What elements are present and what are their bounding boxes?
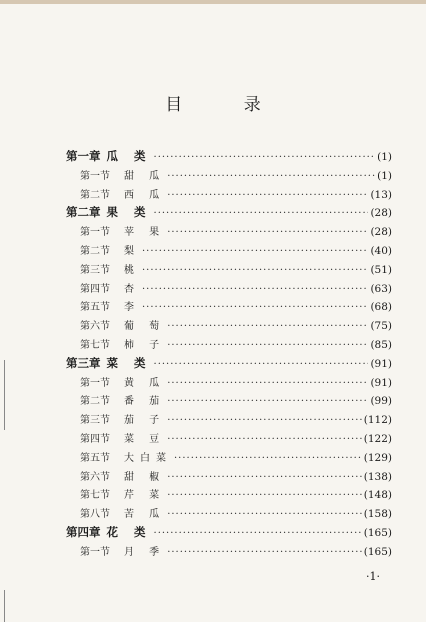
entry-number: 第一节 bbox=[80, 377, 110, 389]
entry-title: 茄 子 bbox=[124, 415, 166, 427]
entry-title: 番 茄 bbox=[124, 396, 166, 408]
page-top-edge bbox=[0, 0, 426, 4]
toc-section-entry[interactable] bbox=[66, 261, 392, 280]
entry-page: (28) bbox=[370, 207, 392, 220]
entry-number: 第四节 bbox=[80, 433, 110, 445]
dot-leader bbox=[142, 284, 368, 295]
entry-title: 月 季 bbox=[124, 546, 166, 558]
entry-page: (165) bbox=[363, 545, 392, 558]
dot-leader bbox=[142, 302, 368, 313]
toc-section-entry[interactable] bbox=[66, 505, 392, 524]
toc-chapter-entry[interactable] bbox=[66, 355, 392, 374]
toc-section-entry[interactable] bbox=[66, 411, 392, 430]
entry-number: 第二节 bbox=[80, 245, 110, 257]
entry-title: 苹 果 bbox=[124, 227, 166, 239]
dot-leader bbox=[154, 359, 369, 370]
entry-number: 第一章 bbox=[66, 149, 101, 163]
entry-title: 黄 瓜 bbox=[124, 377, 166, 389]
entry-page: (85) bbox=[370, 338, 392, 351]
entry-title: 桃 bbox=[124, 264, 140, 276]
entry-title: 西 瓜 bbox=[124, 189, 166, 201]
entry-number: 第五节 bbox=[80, 452, 110, 464]
entry-number: 第四节 bbox=[80, 283, 110, 295]
dot-leader bbox=[167, 415, 362, 426]
entry-page: (68) bbox=[370, 301, 392, 314]
entry-page: (1) bbox=[377, 151, 392, 163]
toc-section-entry[interactable] bbox=[66, 186, 392, 205]
entry-page: (138) bbox=[363, 470, 392, 483]
table-of-contents bbox=[66, 148, 392, 562]
entry-number: 第四章 bbox=[66, 524, 101, 539]
dot-leader bbox=[167, 472, 362, 483]
toc-section-entry[interactable] bbox=[66, 298, 392, 317]
entry-page: (1) bbox=[377, 169, 392, 182]
toc-section-entry[interactable] bbox=[66, 336, 392, 355]
entry-number: 第六节 bbox=[80, 321, 110, 333]
toc-section-entry[interactable] bbox=[66, 317, 392, 336]
entry-number: 第七节 bbox=[80, 490, 110, 502]
entry-page: (148) bbox=[363, 489, 392, 502]
entry-page: (99) bbox=[370, 395, 392, 408]
entry-title: 葡 萄 bbox=[124, 321, 166, 333]
entry-number: 第三章 bbox=[66, 355, 101, 370]
toc-section-entry[interactable] bbox=[66, 223, 392, 242]
entry-number: 第二节 bbox=[80, 189, 110, 201]
entry-page: (91) bbox=[370, 357, 392, 370]
entry-title: 梨 bbox=[124, 245, 140, 257]
dot-leader bbox=[167, 227, 368, 238]
dot-leader bbox=[167, 171, 375, 182]
toc-chapter-entry[interactable] bbox=[66, 148, 392, 167]
entry-page: (75) bbox=[370, 320, 392, 333]
entry-page: (122) bbox=[363, 432, 392, 445]
entry-page: (129) bbox=[363, 451, 392, 464]
entry-title: 菜 类 bbox=[106, 355, 152, 370]
dot-leader bbox=[154, 152, 376, 163]
toc-section-entry[interactable] bbox=[66, 242, 392, 261]
scan-edge-mark bbox=[4, 360, 5, 430]
toc-section-entry[interactable] bbox=[66, 167, 392, 186]
toc-section-entry[interactable] bbox=[66, 449, 392, 468]
entry-number: 第一节 bbox=[80, 227, 110, 239]
entry-title: 甜 瓜 bbox=[124, 170, 166, 182]
entry-title: 甜 椒 bbox=[124, 471, 166, 483]
dot-leader bbox=[167, 509, 362, 520]
entry-title: 柿 子 bbox=[124, 339, 166, 351]
entry-title: 苦 瓜 bbox=[124, 509, 166, 521]
entry-title: 大白菜 bbox=[124, 452, 172, 464]
toc-chapter-entry[interactable] bbox=[66, 524, 392, 543]
toc-section-entry[interactable] bbox=[66, 374, 392, 393]
toc-section-entry[interactable] bbox=[66, 430, 392, 449]
dot-leader bbox=[167, 378, 368, 389]
dot-leader bbox=[167, 490, 362, 501]
dot-leader bbox=[167, 396, 368, 407]
entry-page: (40) bbox=[370, 244, 392, 257]
dot-leader bbox=[167, 547, 362, 558]
entry-title: 瓜 类 bbox=[106, 149, 152, 163]
entry-number: 第一节 bbox=[80, 170, 110, 182]
dot-leader bbox=[167, 340, 368, 351]
scan-edge-mark bbox=[4, 590, 5, 622]
entry-page: (51) bbox=[370, 263, 392, 276]
toc-section-entry[interactable] bbox=[66, 280, 392, 299]
toc-section-entry[interactable] bbox=[66, 486, 392, 505]
dot-leader bbox=[167, 190, 368, 201]
entry-number: 第七节 bbox=[80, 339, 110, 351]
entry-page: (13) bbox=[370, 188, 392, 201]
entry-page: (28) bbox=[370, 226, 392, 239]
entry-number: 第三节 bbox=[80, 415, 110, 427]
entry-title: 杏 bbox=[124, 283, 140, 295]
entry-number: 第八节 bbox=[80, 509, 110, 521]
entry-title: 果 类 bbox=[106, 205, 152, 220]
entry-title: 菜 豆 bbox=[124, 433, 166, 445]
dot-leader bbox=[174, 453, 362, 464]
entry-number: 第二章 bbox=[66, 205, 101, 220]
entry-page: (91) bbox=[370, 376, 392, 389]
dot-leader bbox=[142, 246, 368, 257]
toc-section-entry[interactable] bbox=[66, 392, 392, 411]
toc-section-entry[interactable] bbox=[66, 468, 392, 487]
dot-leader bbox=[167, 434, 362, 445]
entry-title: 芹 菜 bbox=[124, 490, 166, 502]
entry-page: (165) bbox=[363, 526, 392, 539]
entry-number: 第三节 bbox=[80, 264, 110, 276]
entry-number: 第六节 bbox=[80, 471, 110, 483]
page-number: ·1· bbox=[366, 570, 380, 583]
entry-number: 第一节 bbox=[80, 546, 110, 558]
entry-title: 花 类 bbox=[106, 524, 152, 539]
entry-title: 李 bbox=[124, 302, 140, 314]
entry-page: (158) bbox=[363, 508, 392, 521]
page-title: 目 录 bbox=[165, 95, 289, 115]
toc-section-entry[interactable] bbox=[66, 543, 392, 562]
dot-leader bbox=[142, 265, 368, 276]
entry-page: (112) bbox=[363, 414, 392, 427]
dot-leader bbox=[167, 321, 368, 332]
entry-number: 第二节 bbox=[80, 396, 110, 408]
dot-leader bbox=[154, 528, 362, 539]
toc-chapter-entry[interactable] bbox=[66, 204, 392, 223]
dot-leader bbox=[154, 208, 369, 219]
entry-page: (63) bbox=[370, 282, 392, 295]
entry-number: 第五节 bbox=[80, 302, 110, 314]
